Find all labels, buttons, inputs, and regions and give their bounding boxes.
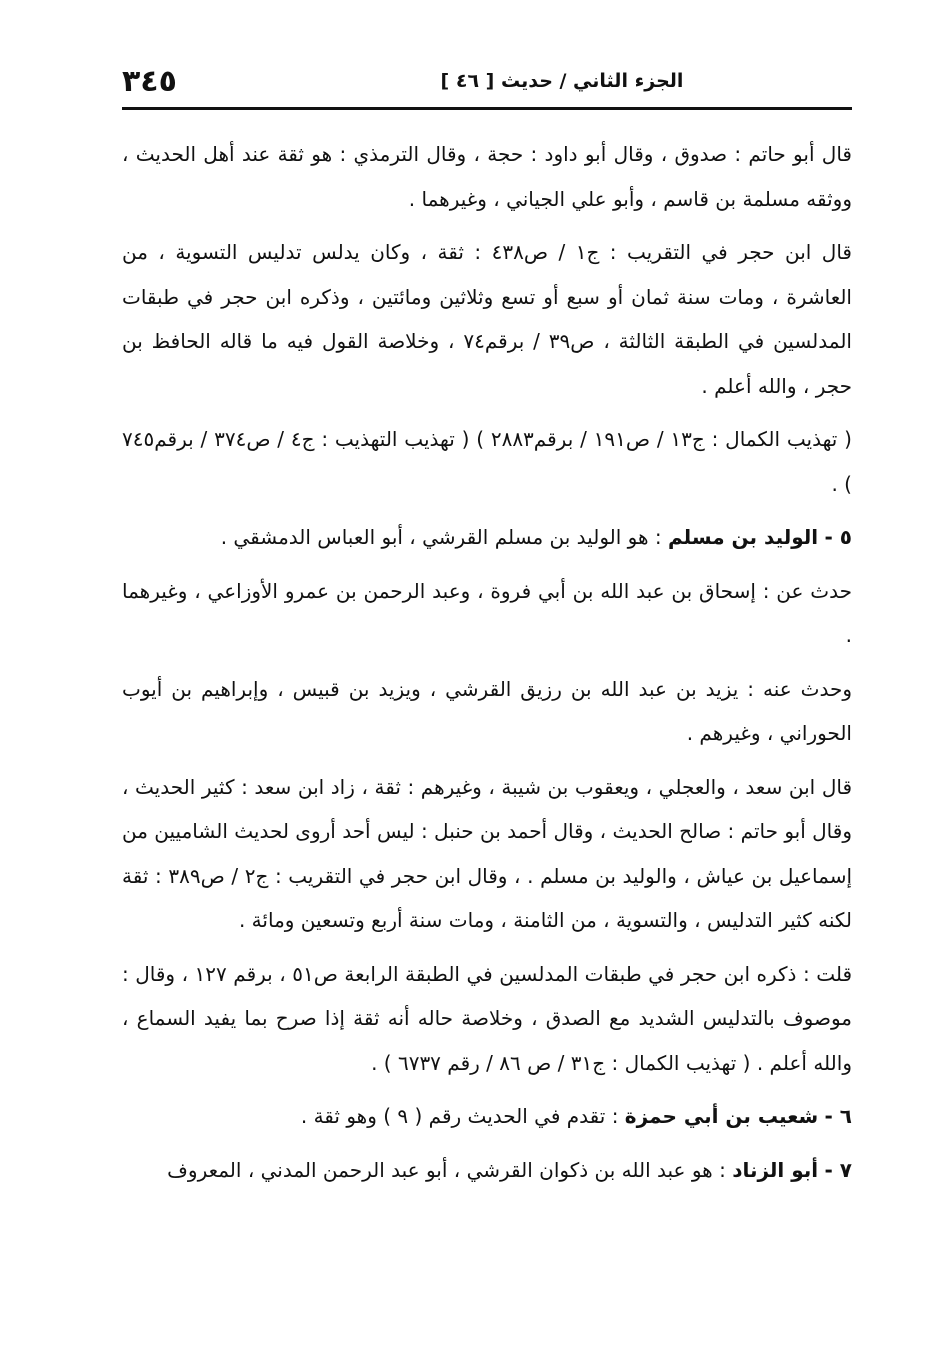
narrator-name: أبو الزناد [732, 1157, 819, 1182]
narrator-entry-5 [122, 515, 852, 560]
narrator-number: ٧ - [824, 1157, 852, 1182]
page-body [122, 132, 852, 1201]
narrator-name: الوليد بن مسلم [668, 525, 819, 549]
paragraph-narrated-by: وحدث عنه : يزيد بن عبد الله بن رزيق القرشي ، ويزيد بن قبيس ، وإبراهيم بن أيوب الحوراني ، وغيرهم . [122, 676, 852, 745]
paragraph-ibn-hajar-taqrib: قال ابن حجر في التقريب : ج١ / ص٤٣٨ : ثقة ، وكان يدلس تدليس التسوية ، من العاشرة ، ومات سنة ثمان أو سبع أو تسع وثلاثين ومائتين ، وذكره ابن حجر في طبقات المدلسين في الطبقة الثالثة ، ص٣٩ / برقم٧٤ ، وخلاصة القول فيه ما قاله الحافظ بن حجر ، والله أعلم . [122, 240, 852, 398]
running-head: الجزء الثاني / حديث [ ٤٦ ] [440, 70, 684, 92]
header-divider [122, 107, 852, 110]
narrator-name: شعيب بن أبي حمزة [624, 1104, 819, 1128]
narrator-entry-6 [122, 1094, 852, 1139]
paragraph-qultu: قلت : ذكره ابن حجر في طبقات المدلسين في الطبقة الرابعة ص٥١ ، برقم ١٢٧ ، وقال : موصوف بالتدليس الشديد مع الصدق ، وخلاصة حاله أنه ثقة إذا صرح بما يفيد السماع ، والله أعلم . ( تهذيب الكمال : ج٣١ / ص ٨٦ / رقم ٦٧٣٧ ) . [122, 961, 853, 1075]
page-number: ٣٤٥ [122, 64, 177, 99]
paragraph-ibn-saad: قال ابن سعد ، والعجلي ، ويعقوب بن شيبة ، وغيرهم : ثقة ، زاد ابن سعد : كثير الحديث ، وقال أبو حاتم : صالح الحديث ، وقال أحمد بن حنبل : ليس أحد أروى لحديث الشاميين من إسماعيل بن عياش ، والوليد بن مسلم . ، وقال ابن حجر في التقريب : ج٢ / ص٣٨٩ : ثقة لكنه كثير التدليس ، والتسوية ، من الثامنة ، ومات سنة أربع وتسعين ومائة . [122, 774, 853, 932]
page-header [122, 62, 852, 106]
paragraph-narrated-from: حدث عن : إسحاق بن عبد الله بن أبي فروة ، وعبد الرحمن بن عمرو الأوزاعي ، وغيرهما . [122, 578, 852, 647]
narrator-description: : هو عبد الله بن ذكوان القرشي ، أبو عبد الرحمن المدني ، المعروف [167, 1157, 726, 1182]
narrator-number: ٦ - [824, 1104, 852, 1128]
narrator-description: : هو الوليد بن مسلم القرشي ، أبو العباس الدمشقي . [220, 525, 662, 549]
narrator-description: : تقدم في الحديث رقم ( ٩ ) وهو ثقة . [300, 1104, 619, 1128]
paragraph-tahdhib-reference: ( تهذيب الكمال : ج١٣ / ص١٩١ / برقم٢٨٨٣ ) ( تهذيب التهذيب : ج٤ / ص٣٧٤ / برقم٧٤٥ ) . [122, 427, 852, 496]
paragraph-abu-hatim: قال أبو حاتم : صدوق ، وقال أبو داود : حجة ، وقال الترمذي : هو ثقة عند أهل الحديث ، ووثقه مسلمة بن قاسم ، وأبو علي الجياني ، وغيرهما . [122, 142, 852, 211]
narrator-entry-7 [122, 1148, 852, 1193]
narrator-number: ٥ - [824, 525, 852, 549]
